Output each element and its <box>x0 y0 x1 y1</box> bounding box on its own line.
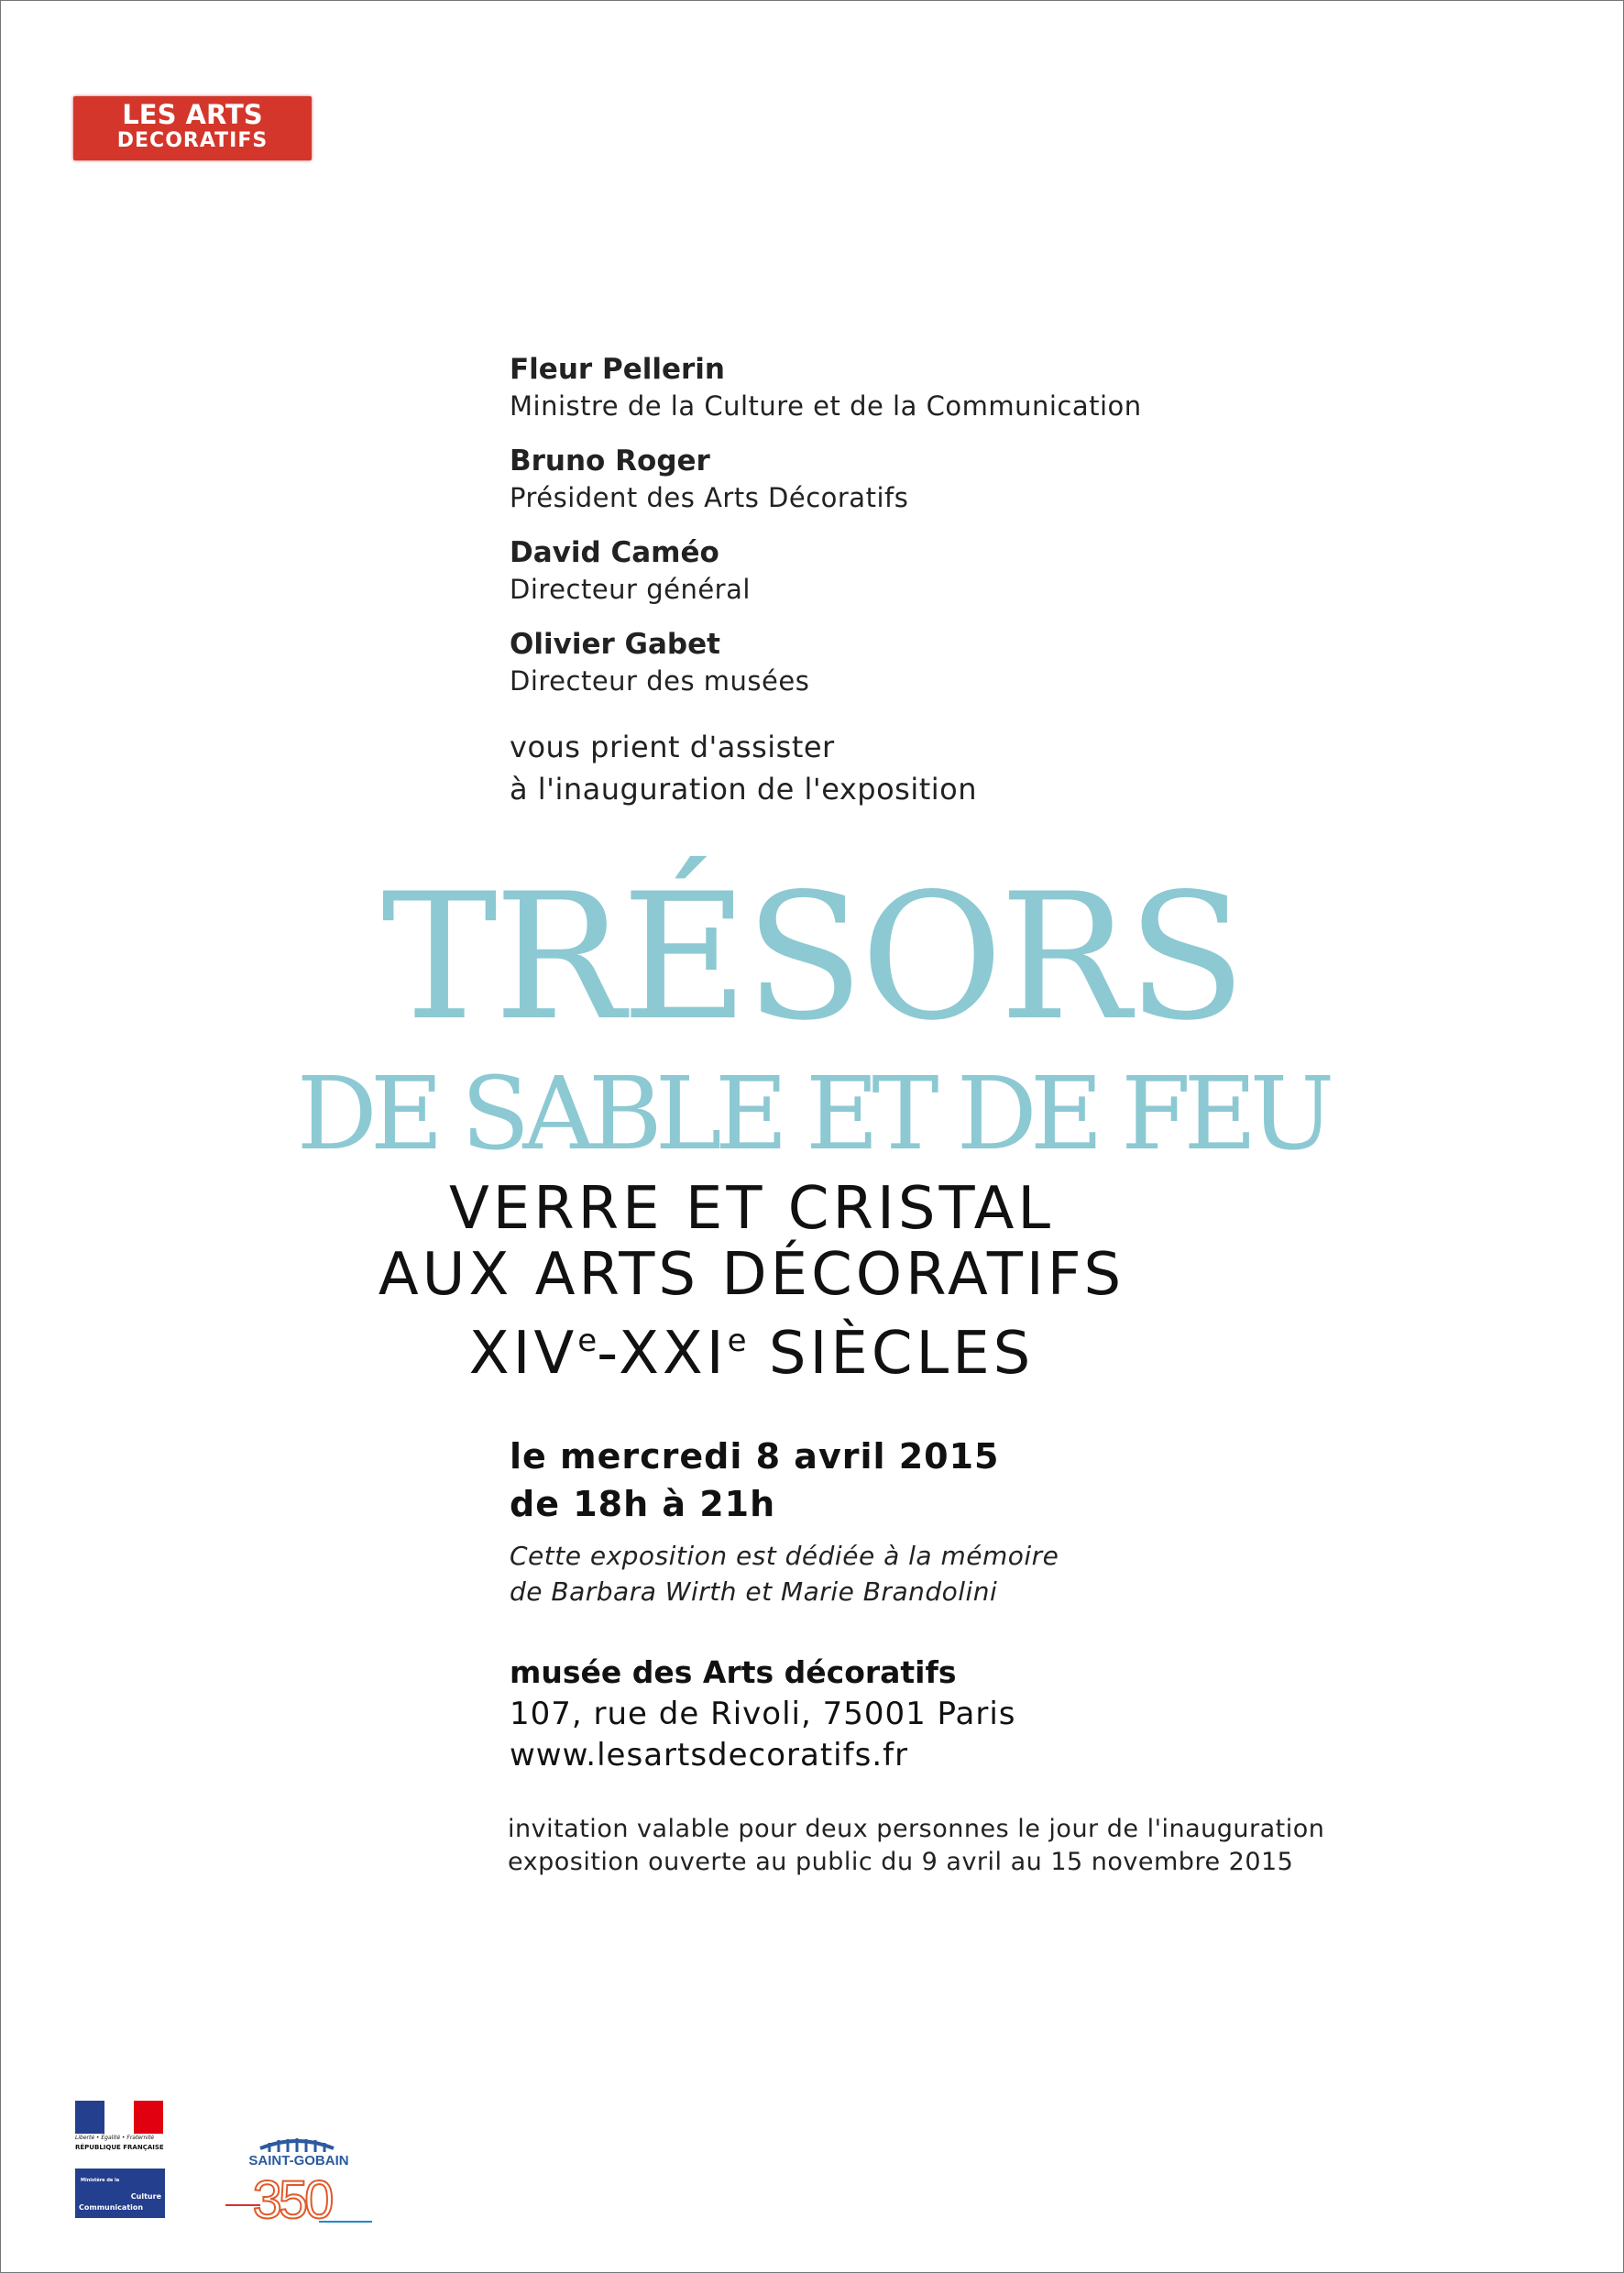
subtitle-line-1: VERRE ET CRISTAL <box>448 1175 1055 1243</box>
century-end: -XXI <box>597 1320 728 1388</box>
dedication-line-2: de Barbara Wirth et Marie Brandolini <box>510 1576 998 1607</box>
marianne-flag-icon <box>75 2101 163 2134</box>
exhibition-subtitle <box>0 1176 1503 1387</box>
logo-line-1: LES ARTS <box>122 99 263 130</box>
ordinal-suffix: e <box>577 1323 598 1359</box>
subtitle-line-3 <box>0 1308 1503 1387</box>
saint-gobain-name: SAINT-GOBAIN <box>248 2153 349 2169</box>
notes-line-1: invitation valable pour deux personnes le jour de l'inauguration <box>508 1815 1325 1843</box>
ministere-communication-text: Communication <box>79 2203 144 2212</box>
hosts-list <box>510 350 1243 717</box>
republique-name: RÉPUBLIQUE FRANÇAISE <box>75 2144 164 2151</box>
invitation-line-2: à l'inauguration de l'exposition <box>510 772 978 807</box>
host-role: Directeur des musées <box>510 665 810 697</box>
host-name: Bruno Roger <box>510 445 710 478</box>
ministere-culture-text: Culture <box>130 2192 161 2201</box>
republique-francaise-logo <box>75 2101 167 2161</box>
host-name: Fleur Pellerin <box>510 353 725 386</box>
invitation-text <box>510 726 977 810</box>
republique-motto: Liberté • Égalité • Fraternité <box>75 2135 155 2141</box>
host-name: Olivier Gabet <box>510 628 720 661</box>
venue-address: 107, rue de Rivoli, 75001 Paris <box>510 1696 1016 1732</box>
host-entry <box>510 442 1243 515</box>
les-arts-decoratifs-logo <box>73 96 312 160</box>
venue-block <box>510 1652 1016 1776</box>
exhibition-title-line-2: DE SABLE ET DE FEU <box>296 1055 1328 1172</box>
saint-gobain-350-icon <box>224 2130 376 2233</box>
event-date: le mercredi 8 avril 2015 <box>510 1436 1000 1477</box>
saint-gobain-350-logo <box>224 2130 376 2233</box>
logo-line-2: DECORATIFS <box>116 129 269 152</box>
anniversary-number: 350 <box>252 2170 331 2230</box>
centuries-label: SIÈCLES <box>746 1320 1035 1388</box>
event-datetime <box>510 1433 1000 1528</box>
event-time: de 18h à 21h <box>510 1484 776 1524</box>
host-entry <box>510 625 1243 698</box>
host-name: David Caméo <box>510 536 719 569</box>
ordinal-suffix: e <box>727 1323 747 1359</box>
dedication <box>510 1538 1059 1609</box>
host-role: Président des Arts Décoratifs <box>510 482 909 513</box>
century-start: XIV <box>468 1320 578 1388</box>
notes-line-2: exposition ouverte au public du 9 avril au 15 novembre 2015 <box>508 1848 1294 1876</box>
invitation-line-1: vous prient d'assister <box>510 730 835 764</box>
host-role: Directeur général <box>510 574 751 605</box>
dedication-line-1: Cette exposition est dédiée à la mémoire <box>510 1541 1059 1571</box>
ministere-small-text: Ministère de la <box>81 2178 120 2183</box>
subtitle-line-2: AUX ARTS DÉCORATIFS <box>378 1241 1125 1309</box>
invitation-notes <box>508 1813 1324 1879</box>
host-entry <box>510 533 1243 607</box>
venue-website-link[interactable]: www.lesartsdecoratifs.fr <box>510 1737 909 1773</box>
host-role: Ministre de la Culture et de la Communication <box>510 390 1142 422</box>
host-entry <box>510 350 1243 423</box>
venue-name: musée des Arts décoratifs <box>510 1654 957 1690</box>
exhibition-title: TRÉSORS <box>381 856 1243 1059</box>
ministere-culture-logo <box>75 2169 165 2218</box>
